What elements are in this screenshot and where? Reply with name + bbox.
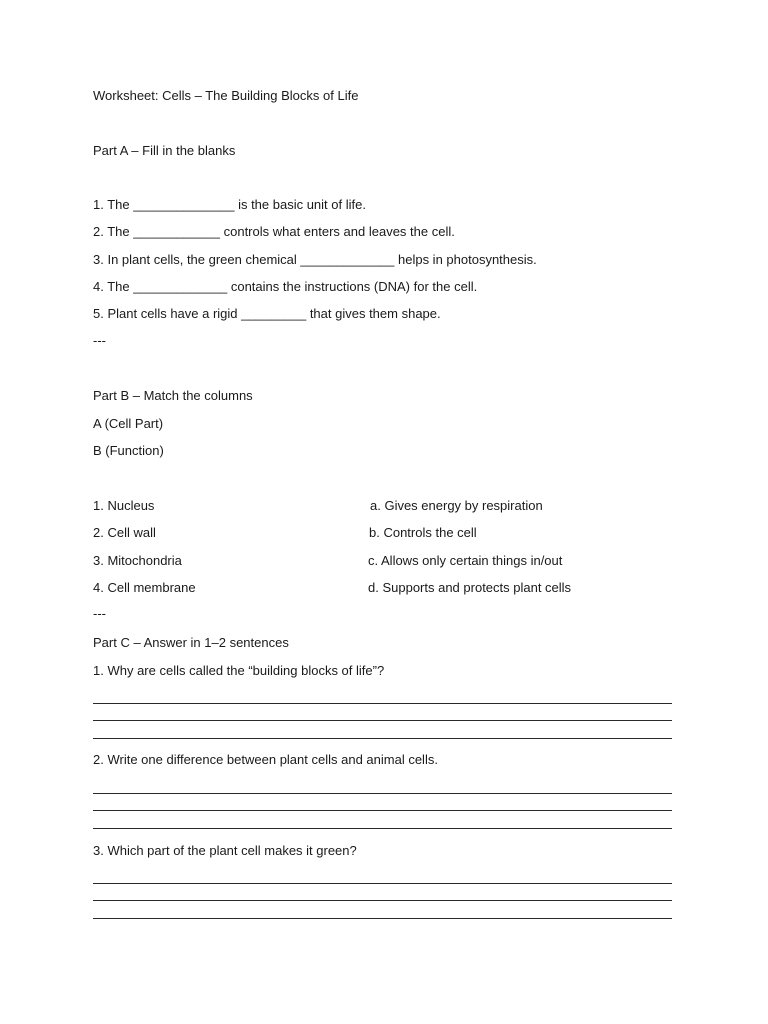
part-a-item: 3. In plant cells, the green chemical _____________ helps in photosynthesis. bbox=[93, 252, 537, 267]
part-a-item: 1. The ______________ is the basic unit of life. bbox=[93, 197, 366, 212]
part-a-item: 2. The ____________ controls what enters and leaves the cell. bbox=[93, 224, 455, 239]
part-b-heading: Part B – Match the columns bbox=[93, 388, 253, 403]
match-right-item: a. Gives energy by respiration bbox=[370, 498, 543, 513]
part-c-question: 2. Write one difference between plant cells and animal cells. bbox=[93, 752, 438, 767]
part-c-heading: Part C – Answer in 1–2 sentences bbox=[93, 635, 289, 650]
answer-line[interactable] bbox=[93, 720, 672, 721]
column-b-label: B (Function) bbox=[93, 443, 164, 458]
part-c-question: 1. Why are cells called the “building blocks of life”? bbox=[93, 663, 385, 678]
match-left-item: 3. Mitochondria bbox=[93, 553, 182, 568]
part-b-separator: --- bbox=[93, 606, 106, 621]
worksheet-title: Worksheet: Cells – The Building Blocks of Life bbox=[93, 88, 359, 103]
match-right-item: c. Allows only certain things in/out bbox=[368, 553, 563, 568]
answer-line[interactable] bbox=[93, 900, 672, 901]
match-right-item: d. Supports and protects plant cells bbox=[368, 580, 572, 595]
match-left-item: 2. Cell wall bbox=[93, 525, 156, 540]
part-c-question: 3. Which part of the plant cell makes it green? bbox=[93, 843, 357, 858]
answer-line[interactable] bbox=[93, 918, 672, 919]
answer-line[interactable] bbox=[93, 828, 672, 829]
answer-line[interactable] bbox=[93, 810, 672, 811]
part-a-item: 4. The _____________ contains the instructions (DNA) for the cell. bbox=[93, 279, 478, 294]
column-a-label: A (Cell Part) bbox=[93, 416, 164, 431]
answer-line[interactable] bbox=[93, 793, 672, 794]
answer-line[interactable] bbox=[93, 738, 672, 739]
answer-line[interactable] bbox=[93, 703, 672, 704]
part-a-heading: Part A – Fill in the blanks bbox=[93, 143, 236, 158]
match-right-item: b. Controls the cell bbox=[369, 525, 477, 540]
match-left-item: 4. Cell membrane bbox=[93, 580, 196, 595]
part-a-item: 5. Plant cells have a rigid _________ that gives them shape. bbox=[93, 306, 441, 321]
part-a-separator: --- bbox=[93, 333, 106, 348]
match-left-item: 1. Nucleus bbox=[93, 498, 155, 513]
answer-line[interactable] bbox=[93, 883, 672, 884]
